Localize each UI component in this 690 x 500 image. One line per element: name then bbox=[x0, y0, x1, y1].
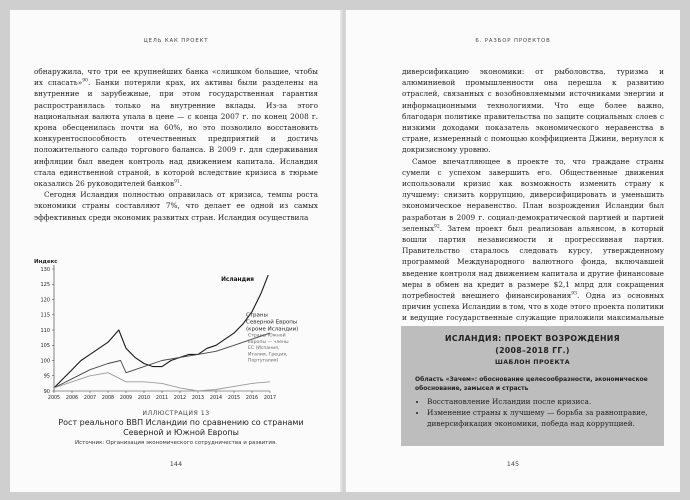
paragraph: диверсификацию экономики: от рыболовства, туризма и алюминиевой промышленности она перешла к развитию отраслей, связанных с возобновляемыми источниками энергии и информационными технологиями. Что еще более важно, благодаря политике правительства по защите социальных слоев с низкими доходами показатель экономического неравенства в стране, измеренный с помощью коэффициента Джини, вернулся к докризисному уровню. bbox=[402, 67, 664, 155]
footnote-marker: 93 bbox=[571, 291, 577, 297]
project-template-box bbox=[401, 326, 664, 446]
paragraph: Сегодня Исландия полностью оправилась от кризиса, темпы роста экономики страны составляют 7%, что делает ее одной из самых эффективных среди экономик развитых стран. Исландия осуществила bbox=[34, 190, 318, 222]
series-line-1 bbox=[54, 333, 270, 388]
figure-label: ИЛЛЮСТРАЦИЯ 13 bbox=[142, 410, 210, 417]
figure-title: Рост реального ВВП Исландии по сравнению со странами Северной и Южной Европы bbox=[58, 418, 304, 437]
footnote-marker: 91 bbox=[174, 179, 180, 185]
series-line-2 bbox=[54, 373, 270, 391]
y-tick-label: 105 bbox=[40, 343, 50, 350]
x-tick-label: 2009 bbox=[119, 396, 133, 401]
series-label-2: Европы — члены bbox=[248, 339, 289, 345]
box-area-heading: Область «Зачем»: обоснование целесообразности, экономическое обоснование, замысел и страсть bbox=[415, 376, 648, 392]
x-tick-label: 2007 bbox=[83, 396, 97, 401]
series-label-2: Португалия) bbox=[248, 358, 279, 364]
page-number: 144 bbox=[169, 460, 183, 468]
page-number: 145 bbox=[506, 460, 520, 468]
y-tick-label: 115 bbox=[40, 312, 50, 319]
y-tick-label: 95 bbox=[43, 373, 50, 380]
paragraph: Самое впечатляющее в проекте то, что граждане страны сумели с успехом завершить его. Общественные движения использовали кризис как возможность изменить страну к лучшему: снизить коррупцию, диверсифицировать и уменьшить экономическое неравенство. План возрождения Исландии был разработан в 2009 г. социал-демократической партией и партией зеленых$^{92}$. Затем проект был реализован альянсом, в который вошли партия независимости и прогрессивная партия. Правительство старалось следовать курсу, утвержденному программой Международного валютного фонда, включавшей введение контроля над движением капитала и другие финансовые меры в обмен на кредит в размере $2,1 млрд для сокращения потребностей внешнего финансирования$^{93}$. Одна из основных причин успеха Исландии в том, что в ходе этого проекта политики и ведущие государственные служащие приложили максимальные bbox=[402, 156, 664, 323]
list-item: • Изменение страны к лучшему — борьба за равноправие, диверсификация экономики, победа над коррупцией. bbox=[427, 407, 652, 429]
x-tick-label: 2011 bbox=[155, 396, 169, 401]
x-tick-label: 2015 bbox=[227, 396, 241, 401]
body-text bbox=[34, 66, 318, 223]
y-tick-label: 90 bbox=[43, 388, 50, 395]
x-tick-label: 2008 bbox=[101, 396, 115, 401]
running-head: ЦЕЛЬ КАК ПРОЕКТ bbox=[143, 38, 209, 44]
x-tick-label: 2012 bbox=[173, 396, 187, 401]
x-tick-label: 2014 bbox=[209, 396, 223, 401]
x-tick-label: 2016 bbox=[245, 396, 259, 401]
series-label-2: Италия, Греция, bbox=[248, 352, 288, 358]
y-axis-label: Индекс bbox=[34, 259, 58, 265]
footnote-marker: 90 bbox=[82, 78, 88, 84]
series-label-0: Исландия bbox=[221, 277, 254, 284]
y-tick-label: 120 bbox=[40, 297, 50, 304]
series-label-2: Страны Южной bbox=[248, 333, 286, 339]
x-tick-label: 2010 bbox=[137, 396, 151, 401]
series-label-1: (кроме Исландии) bbox=[246, 326, 299, 333]
y-tick-label: 110 bbox=[40, 327, 50, 334]
gdp-line-chart bbox=[32, 257, 302, 405]
box-years: (2008–2018 ГГ.) bbox=[495, 346, 570, 355]
x-tick-label: 2013 bbox=[191, 396, 205, 401]
series-line-0 bbox=[54, 275, 268, 388]
paragraph: обнаружила, что три ее крупнейших банка «слишком большие, чтобы их спасать»$^{90}$. Банки потеряли крах, их активы были разделены на внутренние и зарубежные, при этом государственная гарантия распространялась только на внутренние вклады. Из-за этого национальная валюта упала в цене — с конца 2007 г. по конец 2008 г. крона обесценилась почти на 60%, но это позволило восстановить конкурентоспособность отечественных предприятий и достичь положительного сальдо торгового баланса. В 2009 г. для сдерживания инфляции был введен контроль над движением капитала. Исландия стала единственной страной, в которой вследствие кризиса в тюрьме оказались 26 руководителей банков$^{91}$. bbox=[34, 67, 318, 189]
y-tick-label: 100 bbox=[40, 358, 50, 365]
series-label-2: ЕС (Испания, bbox=[248, 346, 280, 352]
series-label-1: Северной Европы bbox=[246, 319, 298, 326]
box-bullet-list bbox=[413, 396, 652, 429]
figure-source: Источник: Организация экономического сотрудничества и развития. bbox=[74, 440, 277, 446]
list-item: • Восстановление Исландии после кризиса. bbox=[427, 396, 652, 407]
series-label-1: Страны bbox=[246, 312, 268, 319]
body-text bbox=[402, 66, 664, 346]
footnote-marker: 92 bbox=[434, 224, 440, 230]
y-tick-label: 125 bbox=[40, 282, 50, 289]
running-head: 6. РАЗБОР ПРОЕКТОВ bbox=[475, 38, 551, 44]
x-tick-label: 2005 bbox=[47, 396, 61, 401]
box-title: ИСЛАНДИЯ: ПРОЕКТ ВОЗРОЖДЕНИЯ bbox=[445, 334, 620, 343]
left-page bbox=[10, 10, 342, 492]
x-tick-label: 2006 bbox=[65, 396, 79, 401]
x-tick-label: 2017 bbox=[263, 396, 277, 401]
right-page bbox=[346, 10, 680, 492]
box-subtitle: ШАБЛОН ПРОЕКТА bbox=[495, 359, 570, 366]
y-tick-label: 130 bbox=[40, 266, 50, 273]
